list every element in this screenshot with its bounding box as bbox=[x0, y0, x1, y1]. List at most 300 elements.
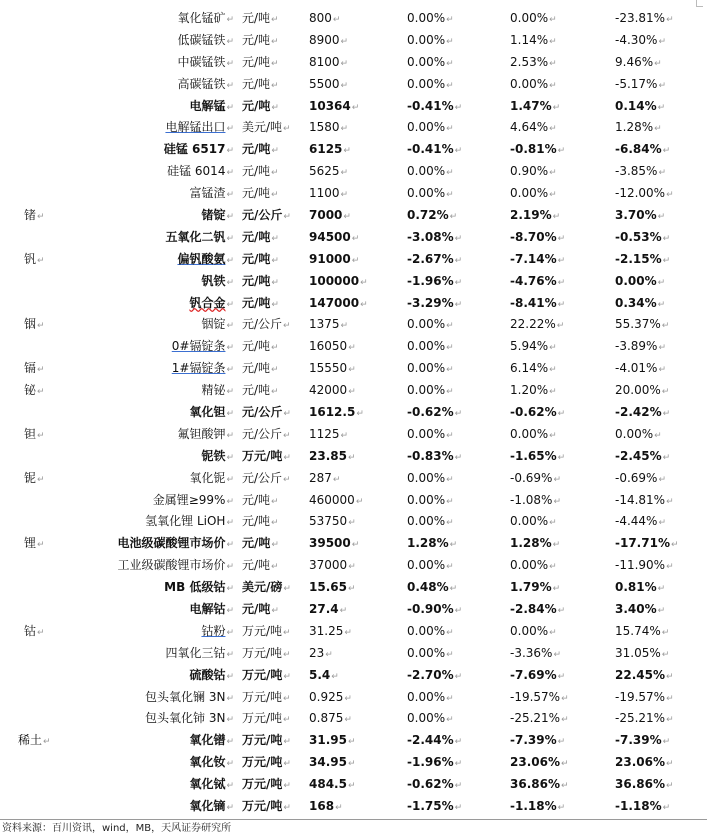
return-mark: ↵ bbox=[283, 321, 291, 332]
change-2-text: 1.28% bbox=[510, 536, 552, 551]
table-row bbox=[0, 139, 707, 161]
return-mark: ↵ bbox=[666, 562, 674, 573]
price bbox=[305, 271, 403, 293]
change-3-text: 36.86% bbox=[615, 777, 665, 792]
change-3 bbox=[609, 709, 707, 731]
return-mark: ↵ bbox=[226, 277, 234, 288]
product-name-text: 包头氧化铈 3N bbox=[145, 711, 226, 726]
return-mark: ↵ bbox=[454, 605, 463, 616]
unit-text: 元/公斤 bbox=[242, 426, 283, 441]
change-3-text: -2.45% bbox=[615, 448, 662, 463]
product-name bbox=[88, 336, 238, 358]
change-2-text: 0.00% bbox=[510, 623, 549, 638]
change-2-text: -2.84% bbox=[510, 601, 557, 616]
return-mark: ↵ bbox=[226, 299, 234, 310]
unit bbox=[238, 424, 305, 446]
change-1 bbox=[403, 555, 506, 577]
change-1-text: -0.83% bbox=[407, 448, 454, 463]
product-name bbox=[88, 446, 238, 468]
change-2 bbox=[506, 446, 609, 468]
change-2-text: -1.08% bbox=[510, 492, 553, 507]
unit bbox=[238, 774, 305, 796]
change-3-text: -3.85% bbox=[615, 164, 658, 179]
price-text: 15550 bbox=[309, 361, 348, 376]
category-label bbox=[0, 161, 88, 183]
change-2-text: -3.36% bbox=[510, 645, 553, 660]
change-1-text: 0.00% bbox=[407, 54, 446, 69]
change-3 bbox=[609, 314, 707, 336]
return-mark: ↵ bbox=[37, 321, 45, 332]
change-3 bbox=[609, 599, 707, 621]
product-name-text: 氢氧化锂 LiOH bbox=[145, 514, 226, 529]
unit bbox=[238, 8, 305, 30]
return-mark: ↵ bbox=[662, 803, 671, 813]
category-label bbox=[0, 249, 88, 271]
return-mark: ↵ bbox=[283, 649, 291, 660]
price bbox=[305, 621, 403, 643]
price bbox=[305, 709, 403, 731]
category-label bbox=[0, 511, 88, 533]
change-2 bbox=[506, 271, 609, 293]
category-label bbox=[0, 52, 88, 74]
product-name-text: 钴粉 bbox=[201, 623, 226, 638]
change-2-text: -0.62% bbox=[510, 404, 557, 419]
change-3 bbox=[609, 139, 707, 161]
return-mark: ↵ bbox=[226, 408, 234, 419]
table-row bbox=[0, 205, 707, 227]
return-mark: ↵ bbox=[654, 58, 662, 69]
change-3-text: 0.00% bbox=[615, 273, 657, 288]
change-3 bbox=[609, 293, 707, 315]
change-3 bbox=[609, 227, 707, 249]
change-2-text: 0.90% bbox=[510, 164, 549, 179]
unit bbox=[238, 52, 305, 74]
change-1-text: 0.00% bbox=[407, 645, 446, 660]
change-3-text: -25.21% bbox=[615, 711, 666, 726]
category-label bbox=[0, 555, 88, 577]
price-text: 147000 bbox=[309, 295, 360, 310]
price-table bbox=[0, 8, 707, 818]
return-mark: ↵ bbox=[43, 737, 51, 748]
unit-text: 元/公斤 bbox=[242, 470, 283, 485]
category-label bbox=[0, 117, 88, 139]
return-mark: ↵ bbox=[666, 190, 674, 201]
product-name bbox=[88, 96, 238, 118]
price bbox=[305, 96, 403, 118]
price-text: 15.65 bbox=[309, 580, 347, 595]
return-mark: ↵ bbox=[283, 627, 291, 638]
unit bbox=[238, 271, 305, 293]
category-label-text: 铋 bbox=[24, 383, 37, 398]
return-mark: ↵ bbox=[226, 14, 234, 25]
product-name-text: 1#镉锭条 bbox=[171, 361, 226, 376]
price bbox=[305, 424, 403, 446]
return-mark: ↵ bbox=[343, 146, 351, 157]
change-2 bbox=[506, 161, 609, 183]
change-2-text: 0.00% bbox=[510, 76, 549, 91]
unit-text: 元/吨 bbox=[242, 98, 271, 113]
change-2-text: -19.57% bbox=[510, 689, 561, 704]
return-mark: ↵ bbox=[658, 36, 666, 47]
return-mark: ↵ bbox=[556, 321, 565, 332]
category-label bbox=[0, 271, 88, 293]
unit-text: 元/吨 bbox=[242, 601, 271, 616]
unit-text: 元/吨 bbox=[242, 76, 271, 91]
change-1-text: -3.29% bbox=[407, 295, 454, 310]
unit-text: 元/吨 bbox=[242, 558, 271, 573]
table-row bbox=[0, 52, 707, 74]
change-2 bbox=[506, 293, 609, 315]
change-2 bbox=[506, 205, 609, 227]
category-label bbox=[0, 665, 88, 687]
change-3 bbox=[609, 643, 707, 665]
return-mark: ↵ bbox=[446, 474, 454, 485]
return-mark: ↵ bbox=[271, 562, 279, 573]
return-mark: ↵ bbox=[549, 365, 557, 376]
change-1-text: 0.00% bbox=[407, 514, 446, 529]
change-2 bbox=[506, 227, 609, 249]
return-mark: ↵ bbox=[226, 518, 234, 529]
return-mark: ↵ bbox=[560, 759, 569, 770]
return-mark: ↵ bbox=[37, 474, 45, 485]
product-name-text: 精铋 bbox=[201, 383, 226, 398]
product-name bbox=[88, 752, 238, 774]
change-3 bbox=[609, 796, 707, 818]
product-name bbox=[88, 8, 238, 30]
change-2-text: -7.39% bbox=[510, 733, 557, 748]
change-3 bbox=[609, 161, 707, 183]
price-text: 484.5 bbox=[309, 777, 347, 792]
change-2 bbox=[506, 577, 609, 599]
return-mark: ↵ bbox=[446, 518, 454, 529]
change-3 bbox=[609, 446, 707, 468]
change-1-text: -0.90% bbox=[407, 601, 454, 616]
change-3-text: 15.74% bbox=[615, 623, 661, 638]
unit bbox=[238, 687, 305, 709]
product-name bbox=[88, 599, 238, 621]
product-name bbox=[88, 796, 238, 818]
change-2 bbox=[506, 424, 609, 446]
change-2 bbox=[506, 730, 609, 752]
unit-text: 万元/吨 bbox=[242, 755, 283, 770]
product-name-text: 铌铁 bbox=[201, 448, 226, 463]
return-mark: ↵ bbox=[657, 605, 666, 616]
price-text: 1100 bbox=[309, 186, 340, 201]
price bbox=[305, 468, 403, 490]
price-text: 37000 bbox=[309, 558, 348, 573]
price-text: 91000 bbox=[309, 251, 351, 266]
unit-text: 万元/吨 bbox=[242, 689, 283, 704]
price-text: 7000 bbox=[309, 207, 343, 222]
change-3-text: -2.42% bbox=[615, 404, 662, 419]
return-mark: ↵ bbox=[226, 737, 234, 748]
source-note: 资料来源：百川资讯，wind，MB，天风证券研究所 bbox=[0, 819, 707, 838]
product-name-text: 电解锰 bbox=[189, 98, 226, 113]
change-1 bbox=[403, 643, 506, 665]
category-label bbox=[0, 774, 88, 796]
change-3 bbox=[609, 752, 707, 774]
return-mark: ↵ bbox=[454, 299, 463, 310]
price-text: 0.925 bbox=[309, 689, 344, 704]
product-name-text: 金属锂≥99% bbox=[152, 492, 226, 507]
change-2 bbox=[506, 599, 609, 621]
change-2-text: -7.14% bbox=[510, 251, 557, 266]
change-1-text: 0.00% bbox=[407, 76, 446, 91]
price-text: 1375 bbox=[309, 317, 340, 332]
return-mark: ↵ bbox=[226, 233, 234, 244]
category-label bbox=[0, 490, 88, 512]
return-mark: ↵ bbox=[226, 540, 234, 551]
unit bbox=[238, 183, 305, 205]
change-1 bbox=[403, 74, 506, 96]
change-1-text: -0.62% bbox=[407, 404, 454, 419]
return-mark: ↵ bbox=[446, 343, 454, 354]
return-mark: ↵ bbox=[271, 605, 279, 616]
product-name bbox=[88, 511, 238, 533]
category-label bbox=[0, 139, 88, 161]
return-mark: ↵ bbox=[351, 540, 360, 551]
return-mark: ↵ bbox=[661, 387, 670, 398]
change-3-text: -23.81% bbox=[615, 10, 666, 25]
table-row bbox=[0, 424, 707, 446]
change-3 bbox=[609, 96, 707, 118]
product-name bbox=[88, 74, 238, 96]
product-name bbox=[88, 314, 238, 336]
return-mark: ↵ bbox=[557, 408, 566, 419]
unit-text: 元/吨 bbox=[242, 295, 271, 310]
product-name bbox=[88, 227, 238, 249]
return-mark: ↵ bbox=[356, 408, 364, 419]
product-name-text: 钒合金 bbox=[189, 295, 226, 310]
price bbox=[305, 249, 403, 271]
return-mark: ↵ bbox=[226, 584, 234, 595]
unit-text: 元/公斤 bbox=[242, 317, 283, 332]
change-2-text: -7.69% bbox=[510, 667, 557, 682]
product-name-text: 工业级碳酸锂市场价 bbox=[117, 558, 226, 573]
return-mark: ↵ bbox=[552, 540, 561, 551]
return-mark: ↵ bbox=[454, 233, 463, 244]
price bbox=[305, 490, 403, 512]
unit-text: 元/吨 bbox=[242, 32, 271, 47]
change-1 bbox=[403, 665, 506, 687]
return-mark: ↵ bbox=[662, 452, 671, 463]
return-mark: ↵ bbox=[226, 474, 234, 485]
change-1 bbox=[403, 621, 506, 643]
product-name bbox=[88, 555, 238, 577]
change-2 bbox=[506, 30, 609, 52]
change-3-text: -0.53% bbox=[615, 229, 662, 244]
table-row bbox=[0, 490, 707, 512]
return-mark: ↵ bbox=[654, 124, 662, 135]
change-1 bbox=[403, 8, 506, 30]
table-row bbox=[0, 687, 707, 709]
category-label bbox=[0, 533, 88, 555]
change-3 bbox=[609, 380, 707, 402]
change-3 bbox=[609, 687, 707, 709]
product-name-text: 硅锰 6014 bbox=[167, 164, 226, 179]
table-row bbox=[0, 380, 707, 402]
change-3 bbox=[609, 358, 707, 380]
return-mark: ↵ bbox=[665, 781, 674, 792]
return-mark: ↵ bbox=[454, 277, 463, 288]
unit bbox=[238, 74, 305, 96]
product-name bbox=[88, 161, 238, 183]
change-2-text: 0.00% bbox=[510, 10, 549, 25]
return-mark: ↵ bbox=[666, 14, 674, 25]
price bbox=[305, 730, 403, 752]
change-3 bbox=[609, 8, 707, 30]
change-1-text: -1.75% bbox=[407, 799, 454, 813]
change-1-text: -2.70% bbox=[407, 667, 454, 682]
unit-text: 元/吨 bbox=[242, 339, 271, 354]
product-name-text: 氧化锰矿 bbox=[177, 10, 226, 25]
product-name bbox=[88, 730, 238, 752]
change-1 bbox=[403, 30, 506, 52]
return-mark: ↵ bbox=[332, 474, 341, 485]
change-3-text: 0.34% bbox=[615, 295, 657, 310]
unit-text: 元/吨 bbox=[242, 142, 271, 157]
product-name-text: 硅锰 6517 bbox=[163, 142, 226, 157]
return-mark: ↵ bbox=[226, 496, 234, 507]
product-name-text: 钒铁 bbox=[201, 273, 226, 288]
price-text: 53750 bbox=[309, 514, 348, 529]
change-3 bbox=[609, 730, 707, 752]
return-mark: ↵ bbox=[335, 803, 343, 813]
return-mark: ↵ bbox=[347, 452, 356, 463]
table-row bbox=[0, 161, 707, 183]
return-mark: ↵ bbox=[662, 233, 671, 244]
product-name bbox=[88, 709, 238, 731]
change-2-text: 0.00% bbox=[510, 558, 549, 573]
product-name bbox=[88, 52, 238, 74]
return-mark: ↵ bbox=[37, 365, 45, 376]
change-3-text: 3.40% bbox=[615, 601, 657, 616]
change-1 bbox=[403, 380, 506, 402]
change-1-text: 0.00% bbox=[407, 711, 446, 726]
price-text: 34.95 bbox=[309, 755, 347, 770]
table-row bbox=[0, 74, 707, 96]
category-label bbox=[0, 730, 88, 752]
table-row bbox=[0, 665, 707, 687]
return-mark: ↵ bbox=[446, 430, 454, 441]
return-mark: ↵ bbox=[332, 14, 341, 25]
return-mark: ↵ bbox=[226, 452, 234, 463]
product-name bbox=[88, 533, 238, 555]
table-row bbox=[0, 468, 707, 490]
table-row bbox=[0, 577, 707, 599]
category-label bbox=[0, 205, 88, 227]
change-1-text: -2.67% bbox=[407, 251, 454, 266]
change-3 bbox=[609, 511, 707, 533]
return-mark: ↵ bbox=[549, 80, 557, 91]
return-mark: ↵ bbox=[454, 452, 463, 463]
change-2-text: 6.14% bbox=[510, 361, 549, 376]
change-3-text: -14.81% bbox=[615, 492, 666, 507]
return-mark: ↵ bbox=[37, 540, 45, 551]
category-label bbox=[0, 30, 88, 52]
product-name-text: 氧化钽 bbox=[189, 404, 226, 419]
return-mark: ↵ bbox=[271, 36, 279, 47]
price bbox=[305, 336, 403, 358]
change-1 bbox=[403, 599, 506, 621]
return-mark: ↵ bbox=[348, 365, 356, 376]
change-2 bbox=[506, 358, 609, 380]
change-3 bbox=[609, 577, 707, 599]
change-2-text: -0.81% bbox=[510, 142, 557, 157]
return-mark: ↵ bbox=[549, 430, 557, 441]
return-mark: ↵ bbox=[454, 737, 463, 748]
return-mark: ↵ bbox=[340, 168, 349, 179]
product-name bbox=[88, 183, 238, 205]
return-mark: ↵ bbox=[662, 408, 671, 419]
return-mark: ↵ bbox=[665, 671, 674, 682]
change-3-text: -1.18% bbox=[615, 799, 662, 813]
product-name bbox=[88, 665, 238, 687]
table-row bbox=[0, 621, 707, 643]
category-label bbox=[0, 796, 88, 818]
change-3 bbox=[609, 533, 707, 555]
return-mark: ↵ bbox=[658, 518, 666, 529]
category-label bbox=[0, 336, 88, 358]
return-mark: ↵ bbox=[226, 321, 234, 332]
unit bbox=[238, 643, 305, 665]
return-mark: ↵ bbox=[661, 649, 670, 660]
return-mark: ↵ bbox=[226, 387, 234, 398]
table-row bbox=[0, 117, 707, 139]
change-3-text: 0.00% bbox=[615, 426, 654, 441]
product-name bbox=[88, 358, 238, 380]
table-row bbox=[0, 96, 707, 118]
unit-text: 万元/吨 bbox=[242, 667, 283, 682]
change-3 bbox=[609, 30, 707, 52]
product-name-text: 硫酸钴 bbox=[189, 667, 226, 682]
category-label-text: 钴 bbox=[24, 623, 37, 638]
product-name bbox=[88, 774, 238, 796]
unit bbox=[238, 490, 305, 512]
product-name bbox=[88, 271, 238, 293]
return-mark: ↵ bbox=[226, 168, 234, 179]
price bbox=[305, 577, 403, 599]
product-name bbox=[88, 468, 238, 490]
product-name-text: 氧化镨 bbox=[189, 733, 226, 748]
return-mark: ↵ bbox=[271, 190, 279, 201]
price-text: 5500 bbox=[309, 76, 340, 91]
change-1 bbox=[403, 139, 506, 161]
return-mark: ↵ bbox=[347, 781, 356, 792]
return-mark: ↵ bbox=[351, 255, 360, 266]
price bbox=[305, 314, 403, 336]
unit bbox=[238, 709, 305, 731]
return-mark: ↵ bbox=[340, 58, 349, 69]
return-mark: ↵ bbox=[283, 803, 291, 813]
price bbox=[305, 665, 403, 687]
product-name-text: 0#镉锭条 bbox=[171, 339, 226, 354]
return-mark: ↵ bbox=[37, 430, 45, 441]
price bbox=[305, 227, 403, 249]
return-mark: ↵ bbox=[360, 277, 368, 288]
table-row bbox=[0, 796, 707, 818]
table-row bbox=[0, 30, 707, 52]
return-mark: ↵ bbox=[454, 781, 463, 792]
return-mark: ↵ bbox=[226, 146, 234, 157]
category-label-text: 铟 bbox=[24, 317, 37, 332]
change-3 bbox=[609, 183, 707, 205]
change-1-text: -1.96% bbox=[407, 273, 454, 288]
change-1-text: 1.28% bbox=[407, 536, 449, 551]
return-mark: ↵ bbox=[662, 737, 671, 748]
price-text: 94500 bbox=[309, 229, 351, 244]
change-3-text: 23.06% bbox=[615, 755, 665, 770]
